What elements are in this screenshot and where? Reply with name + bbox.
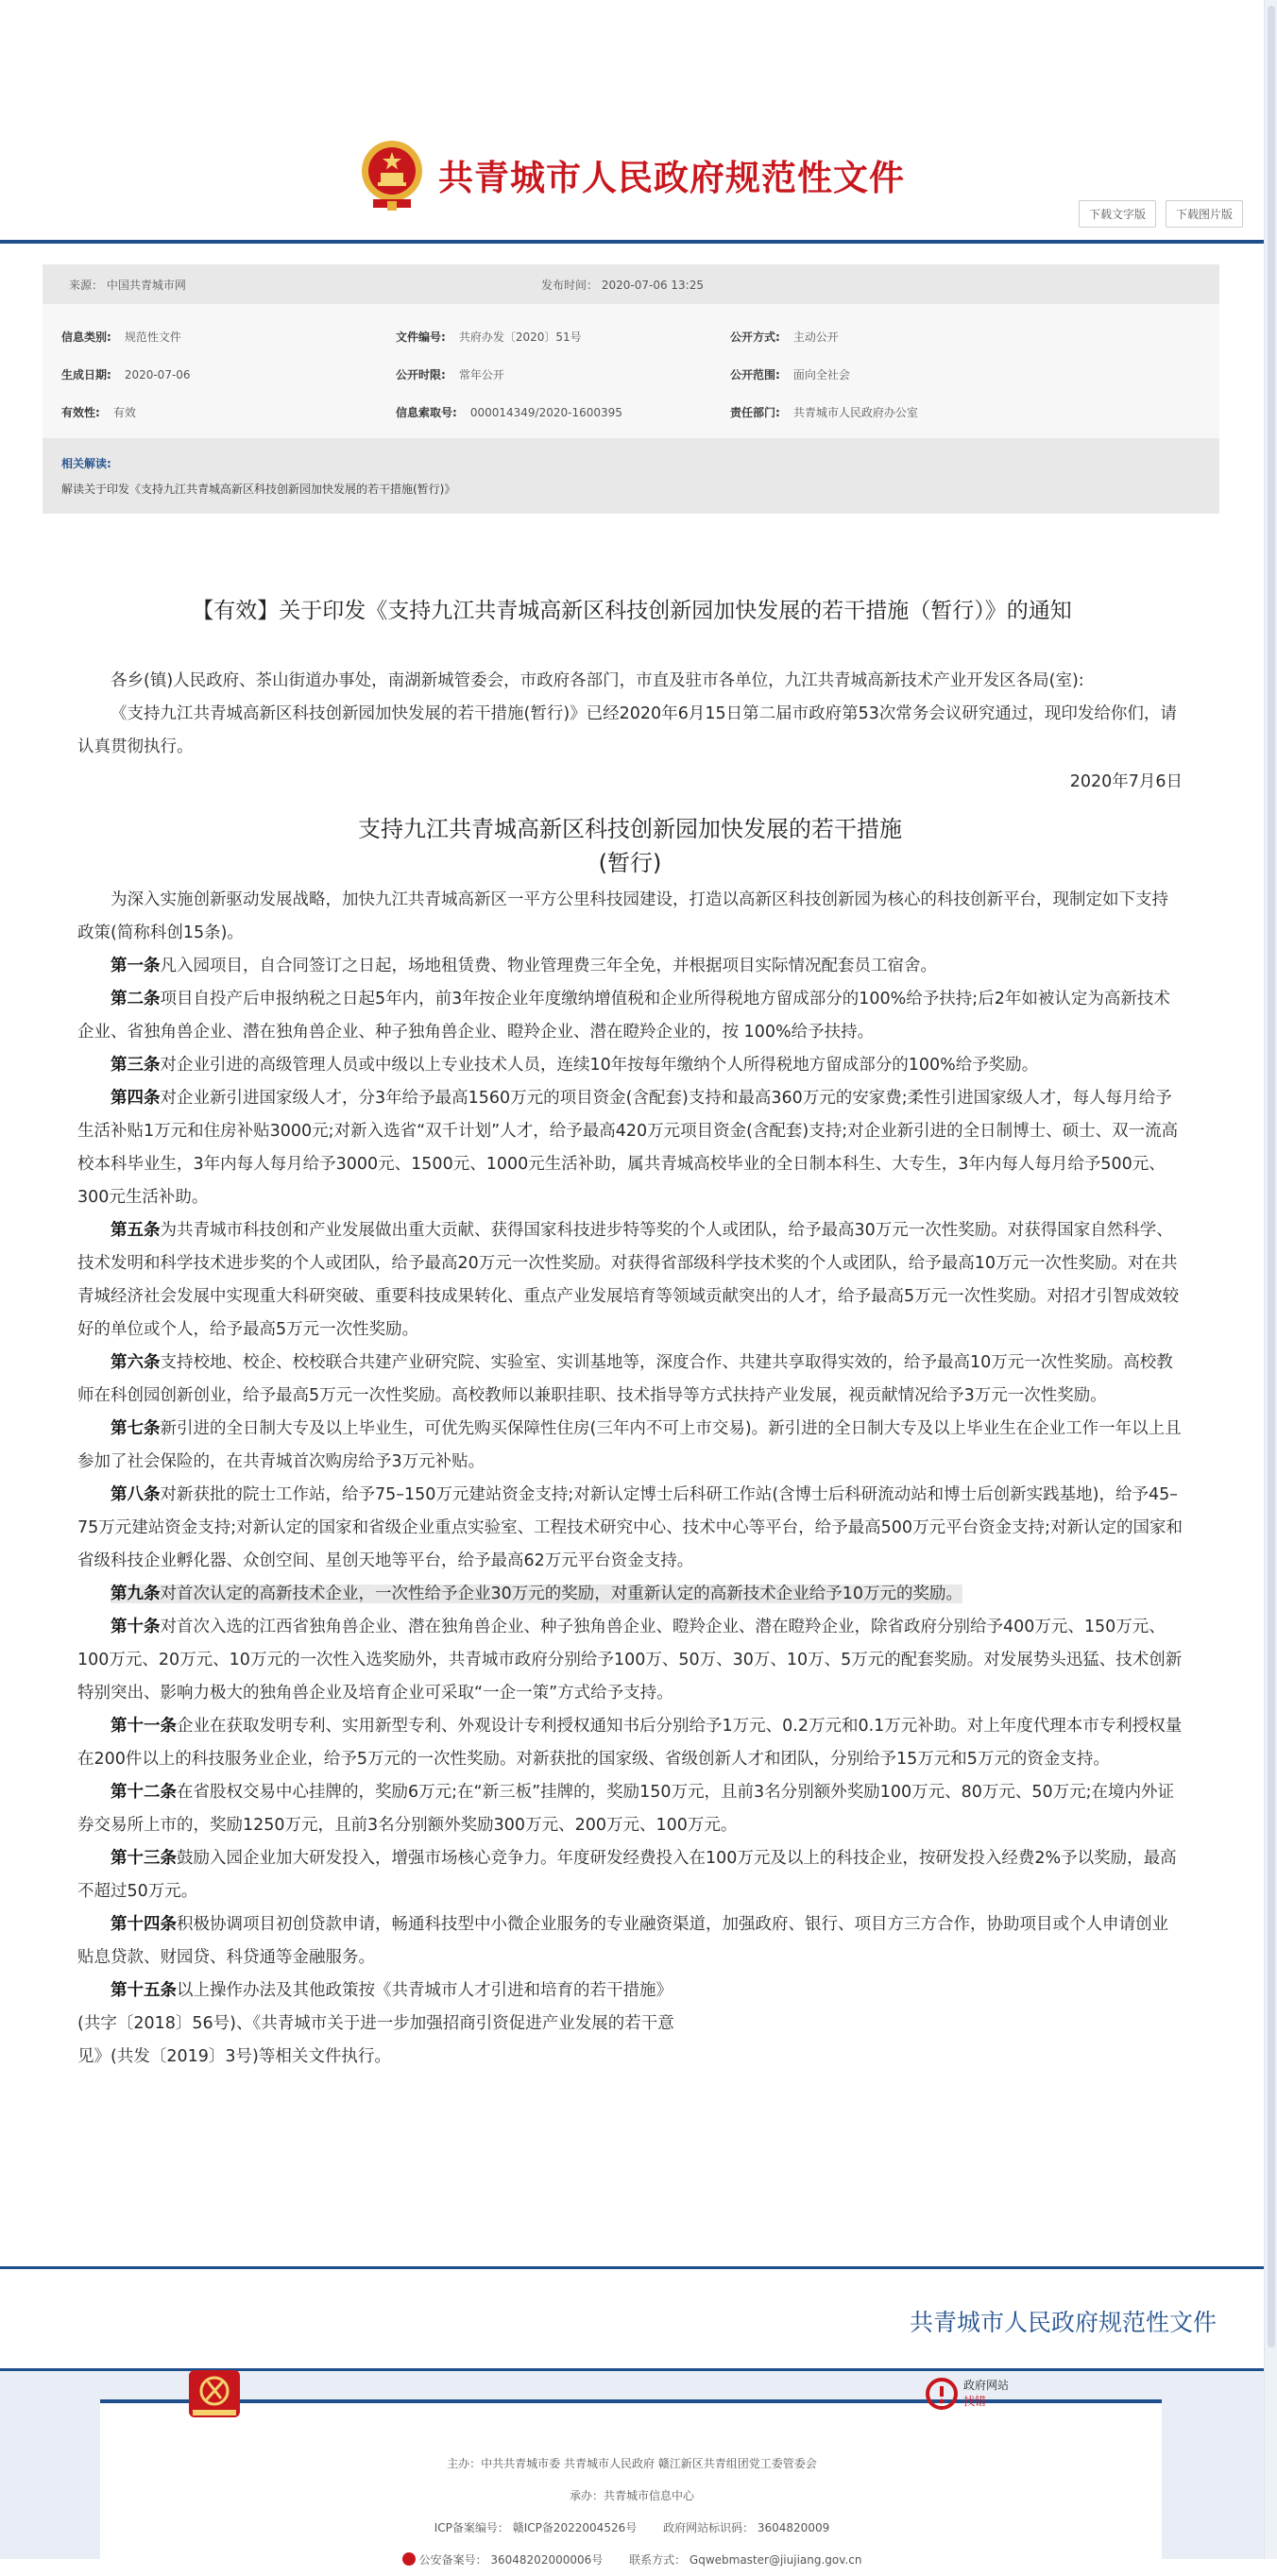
article-6: 第六条支持校地、校企、校校联合共建产业研究院、实验室、实训基地等，深度合作、共建共享取得实效的，给予最高10万元一次性奖励。高校教师在科创园创新创业，给予最高5万元一次性奖励。高校教师以兼职挂职、技术指导等方式扶持产业发展，视贡献情况给予3万元一次性奖励。 xyxy=(77,1353,1173,1405)
document-title: 【有效】关于印发《支持九江共青城高新区科技创新园加快发展的若干措施（暂行）》的通知 xyxy=(192,599,1072,623)
header-divider xyxy=(0,240,1264,244)
footer-brand: 共青城市人民政府规范性文件 xyxy=(909,2309,1217,2336)
article-label: 第二条 xyxy=(111,990,161,1008)
article-12: 第十二条在省股权交易中心挂牌的，奖励6万元;在“新三板”挂牌的，奖励150万元，且前3名分别额外奖励100万元、80万元、50万元;在境内外证券交易所上市的，奖励1250万元，且前3名分别额外奖励300万元、200万元、100万元。 xyxy=(77,1783,1175,1835)
source: 来源： 中国共青城市网 xyxy=(69,278,186,292)
related-title: 相关解读: xyxy=(61,457,111,470)
meta-cell: 有效性: 有效 xyxy=(61,405,136,419)
meta-row xyxy=(43,355,1219,393)
national-emblem-icon xyxy=(359,137,425,212)
article-label: 第九条 xyxy=(111,1585,161,1603)
article-label: 第四条 xyxy=(111,1089,161,1108)
article-1: 第一条凡入园项目，自合同签订之日起，场地租赁费、物业管理费三年全免，并根据项目实际情况配套员工宿舍。 xyxy=(111,957,937,975)
publish-time: 发布时间： 2020-07-06 13:25 xyxy=(541,278,704,292)
meta-row xyxy=(43,393,1219,431)
article-2: 第二条项目自投产后申报纳税之日起5年内，前3年按企业年度缴纳增值税和企业所得税地方留成部分的100%给予扶持;后2年如被认定为高新技术企业、省独角兽企业、潜在独角兽企业、种子独角兽企业、瞪羚企业、潜在瞪羚企业的，按 100%给予扶持。 xyxy=(77,990,1170,1042)
contact-email[interactable]: 联系方式： Gqwebmaster@jiujiang.gov.cn xyxy=(629,2553,862,2567)
badge-line2: 找错 xyxy=(963,2395,987,2408)
footer-registration xyxy=(0,2512,1264,2544)
article-label: 第六条 xyxy=(111,1353,161,1372)
scrollbar[interactable] xyxy=(1264,0,1277,2559)
article-label: 第八条 xyxy=(111,1485,161,1504)
meta-cell: 文件编号: 共府办发〔2020〕51号 xyxy=(396,330,582,344)
article-10: 第十条对首次入选的江西省独角兽企业、潜在独角兽企业、种子独角兽企业、瞪羚企业、潜在瞪羚企业，除省政府分别给予400万元、150万元、100万元、20万元、10万元的一次性入选奖励外，共青城市政府分别给予100万、50万、30万、10万、5万元的配套奖励。对发展势头迅猛、技术创新特别突出、影响力极大的独角兽企业及培育企业可采取“一企一策”方式给予支持。 xyxy=(77,1618,1183,1703)
gov-site-error-report[interactable] xyxy=(926,2378,1009,2410)
police-badge-icon xyxy=(402,2552,416,2566)
measures-subtitle: (暂行) xyxy=(598,850,662,876)
meta-cell: 公开时限: 常年公开 xyxy=(396,367,504,381)
meta-cell: 责任部门: 共青城市人民政府办公室 xyxy=(730,405,918,419)
source-row xyxy=(43,264,1219,304)
article-15-tail-1: (共字〔2018〕56号)、《共青城市关于进一步加强招商引资促进产业发展的若干意 xyxy=(77,2014,674,2033)
highlighted-selection: 第九条对首次认定的高新技术企业，一次性给予企业30万元的奖励，对重新认定的高新技术企业给予10万元的奖励。 xyxy=(111,1585,963,1603)
footer-divider xyxy=(0,2266,1264,2269)
article-9 xyxy=(77,1578,1183,1611)
article-label: 第十条 xyxy=(111,1618,161,1636)
article-label: 第十一条 xyxy=(111,1717,177,1736)
related-interpretation xyxy=(43,438,1219,514)
article-14: 第十四条积极协调项目初创贷款申请，畅通科技型中小微企业服务的专业融资渠道，加强政府、银行、项目方三方合作，协助项目或个人申请创业贴息贷款、财园贷、科贷通等金融服务。 xyxy=(77,1915,1168,1967)
meta-cell: 公开方式: 主动公开 xyxy=(730,330,839,344)
meta-cell: 信息类别: 规范性文件 xyxy=(61,330,181,344)
scrollbar-thumb[interactable] xyxy=(1268,6,1275,2347)
article-label: 第十五条 xyxy=(111,1981,177,2000)
article-label: 第十二条 xyxy=(111,1783,177,1802)
article-label: 第七条 xyxy=(111,1419,161,1438)
footer-organizer: 承办：共青城市信息中心 xyxy=(569,2489,694,2502)
meta-table xyxy=(43,304,1219,440)
document-body xyxy=(77,665,1183,2074)
error-report-icon xyxy=(926,2378,958,2410)
article-label: 第五条 xyxy=(111,1221,161,1240)
brand xyxy=(359,132,905,217)
article-5: 第五条为共青城市科技创和产业发展做出重大贡献、获得国家科技进步特等奖的个人或团队，给予最高30万元一次性奖励。对获得国家自然科学、技术发明和科学技术进步奖的个人或团队，给予最高20万元一次性奖励。对获得省部级科学技术奖的个人或团队，给予最高10万元一次性奖励。对在共青城经济社会发展中实现重大科研突破、重要科技成果转化、重点产业发展培育等领域贡献突出的人才，给予最高5万元一次性奖励。对招才引智成效较好的单位或个人，给予最高5万元一次性奖励。 xyxy=(77,1221,1180,1339)
party-emblem-icon xyxy=(187,2368,242,2427)
article-13: 第十三条鼓励入园企业加大研发投入，增强市场核心竞争力。年度研发经费投入在100万元及以上的科技企业，按研发投入经费2%予以奖励，最高不超过50万元。 xyxy=(77,1849,1177,1901)
article-label: 第十三条 xyxy=(111,1849,177,1868)
article-label: 第三条 xyxy=(111,1056,161,1075)
download-text-button[interactable]: 下载文字版 xyxy=(1079,200,1156,228)
footer-info xyxy=(0,2448,1264,2576)
article-label: 第一条 xyxy=(111,957,161,975)
footer-contact-row xyxy=(0,2544,1264,2576)
article-3: 第三条对企业引进的高级管理人员或中级以上专业技术人员，连续10年按每年缴纳个人所得税地方留成部分的100%给予奖励。 xyxy=(111,1056,1039,1075)
header xyxy=(0,0,1264,244)
article-8: 第八条对新获批的院士工作站，给予75–150万元建站资金支持;对新认定博士后科研工作站(含博士后科研流动站和博士后创新实践基地)，给予45–75万元建站资金支持;对新认定的国家和省级企业重点实验室、工程技术研究中心、技术中心等平台，给予最高500万元平台资金支持;对新认定的国家和省级科技企业孵化器、众创空间、星创天地等平台，给予最高62万元平台资金支持。 xyxy=(77,1485,1183,1570)
measures-title: 支持九江共青城高新区科技创新园加快发展的若干措施 xyxy=(358,816,902,842)
article-4: 第四条对企业新引进国家级人才，分3年给予最高1560万元的项目资金(含配套)支持和最高360万元的安家费;柔性引进国家级人才，每人每月给予生活补贴1万元和住房补贴3000元;对新入选省“双千计划”人才，给予最高420万元项目资金(含配套)支持;对企业新引进的全日制博士、硕士、双一流高校本科毕业生，3年内每人每月给予3000元、1500元、1000元生活补助，属共青城高校毕业的全日制本科生、大专生，3年内每人每月给予500元、300元生活补助。 xyxy=(77,1089,1179,1207)
download-buttons xyxy=(1079,200,1243,228)
article-7: 第七条新引进的全日制大专及以上毕业生，可优先购买保障性住房(三年内不可上市交易)。新引进的全日制大专及以上毕业生在企业工作一年以上且参加了社会保险的，在共青城首次购房给予3万元补贴。 xyxy=(77,1419,1182,1471)
meta-cell: 公开范围: 面向全社会 xyxy=(730,367,850,381)
article-15: 第十五条以上操作办法及其他政策按《共青城市人才引进和培育的若干措施》 xyxy=(111,1981,673,2000)
document-info-box xyxy=(43,264,1219,440)
meta-cell: 信息索取号: 000014349/2020-1600395 xyxy=(396,405,622,419)
meta-row xyxy=(43,317,1219,355)
article-15-tail-2: 见》(共发〔2019〕3号)等相关文件执行。 xyxy=(77,2047,391,2066)
meta-cell: 生成日期: 2020-07-06 xyxy=(61,367,191,381)
police-record[interactable]: 公安备案号： 36048202000006号 xyxy=(402,2553,604,2567)
icp-number[interactable]: ICP备案编号： 赣ICP备2022004526号 xyxy=(434,2521,638,2534)
recipients: 各乡(镇)人民政府、茶山街道办事处，南湖新城管委会，市政府各部门，市直及驻市各单位，九江共青城高新技术产业开发区各局(室): xyxy=(111,671,1084,690)
notice-text: 《支持九江共青城高新区科技创新园加快发展的若干措施(暂行)》已经2020年6月15日第二届市政府第53次常务会议研究通过，现印发给你们，请认真贯彻执行。 xyxy=(77,704,1177,756)
footer-sponsor: 主办：中共共青城市委 共青城市人民政府 赣江新区共青组团党工委管委会 xyxy=(447,2457,817,2470)
download-image-button[interactable]: 下载图片版 xyxy=(1166,200,1243,228)
article-11: 第十一条企业在获取发明专利、实用新型专利、外观设计专利授权通知书后分别给予1万元、0.2万元和0.1万元补助。对上年度代理本市专利授权量在200件以上的科技服务业企业，给予5万元的一次性奖励。对新获批的国家级、省级创新人才和团队，分别给予15万元和5万元的资金支持。 xyxy=(77,1717,1183,1769)
site-code: 政府网站标识码： 3604820009 xyxy=(663,2521,830,2534)
related-link[interactable]: 解读关于印发《支持九江共青城高新区科技创新园加快发展的若干措施(暂行)》 xyxy=(61,483,456,496)
intro-paragraph: 为深入实施创新驱动发展战略，加快九江共青城高新区一平方公里科技园建设，打造以高新区科技创新园为核心的科技创新平台，现制定如下支持政策(简称科创15条)。 xyxy=(77,890,1168,942)
article-label: 第十四条 xyxy=(111,1915,177,1934)
document-date: 2020年7月6日 xyxy=(1069,772,1183,791)
site-title: 共青城市人民政府规范性文件 xyxy=(438,158,905,198)
badge-line1: 政府网站 xyxy=(963,2379,1010,2392)
